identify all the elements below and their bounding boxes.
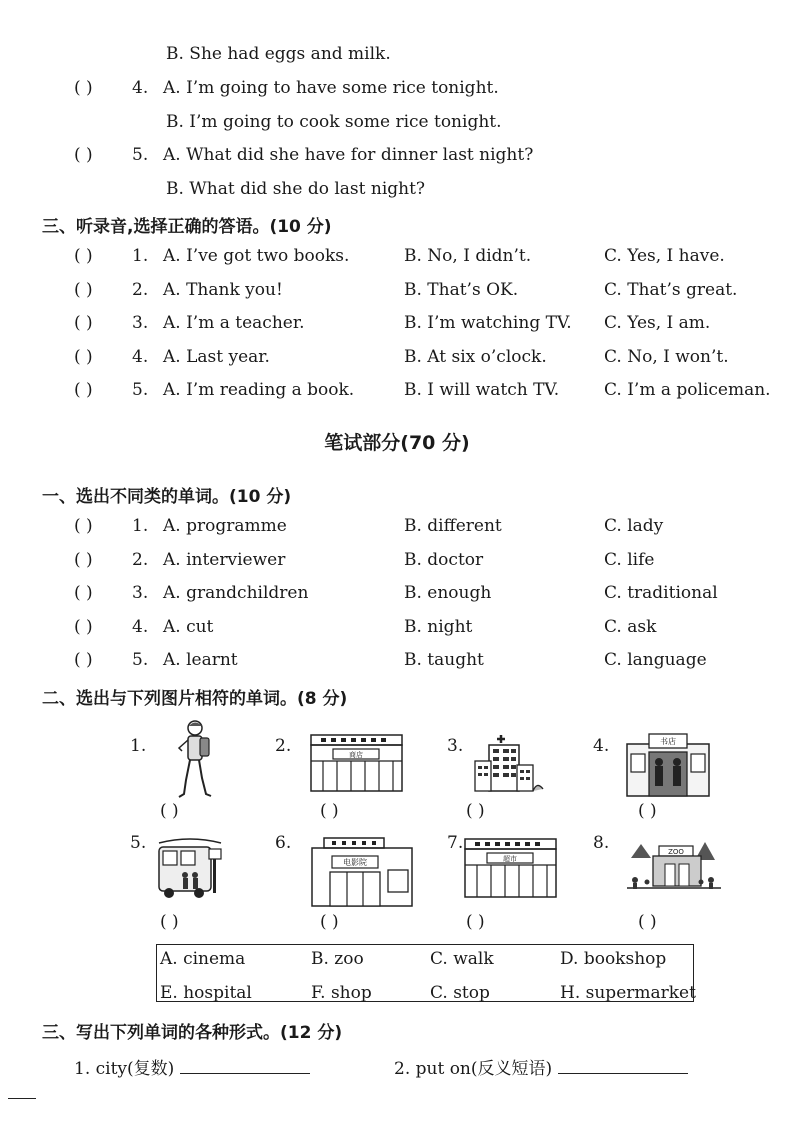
question-number: 1.: [132, 246, 149, 266]
option-b: B. At six o’clock.: [404, 346, 547, 367]
option-b: B. taught: [404, 650, 484, 671]
option-a: A. I’m a teacher.: [163, 313, 305, 334]
option-a: A. I’m reading a book.: [163, 380, 355, 401]
question-number: 4.: [132, 78, 149, 98]
word-option: C. walk: [430, 949, 494, 969]
word-option: D. bookshop: [560, 949, 667, 969]
question-number: 5.: [132, 650, 149, 671]
word-option: E. hospital: [160, 983, 252, 1003]
question-number: 5.: [132, 380, 149, 401]
answer-paren[interactable]: ( ): [74, 516, 93, 536]
option-c: C. Yes, I have.: [604, 246, 725, 266]
option-b: B. I will watch TV.: [404, 380, 560, 401]
word-form-question: [394, 1054, 688, 1079]
option-a: A. Last year.: [163, 346, 270, 367]
answer-blank[interactable]: [558, 1057, 688, 1074]
option-b: B. night: [404, 616, 473, 637]
picture-number: 3.: [447, 736, 464, 756]
zoo-gate-icon: [625, 838, 723, 896]
answer-paren[interactable]: ( ): [320, 801, 339, 821]
question-number: 2.: [132, 279, 149, 300]
shop-building-icon: [309, 733, 404, 793]
option-b: B. No, I didn’t.: [404, 246, 532, 266]
option-b: B. doctor: [404, 549, 484, 570]
option-a: A. grandchildren: [163, 583, 309, 604]
question-text: 2. put on(反义短语): [394, 1059, 553, 1079]
answer-paren[interactable]: ( ): [638, 912, 657, 932]
word-option: C. stop: [430, 983, 490, 1003]
option-c: C. lady: [604, 516, 664, 536]
picture-number: 2.: [275, 736, 292, 756]
question-number: 1.: [132, 516, 149, 536]
option-b: B. That’s OK.: [404, 279, 519, 300]
svg-text:ZOO: ZOO: [668, 848, 684, 856]
svg-text:电影院: 电影院: [343, 858, 367, 867]
word-option: H. supermarket: [560, 983, 696, 1003]
option-c: C. life: [604, 549, 655, 570]
q5-option-a: A. What did she have for dinner last night?: [163, 145, 534, 165]
word-option: F. shop: [311, 983, 372, 1003]
q5-option-b: B. What did she do last night?: [166, 179, 426, 199]
option-a: A. interviewer: [163, 549, 286, 570]
section-heading: 三、听录音,选择正确的答语。(10 分): [42, 217, 332, 237]
question-number: 2.: [132, 549, 149, 570]
answer-paren[interactable]: ( ): [74, 549, 93, 570]
word-form-question: [74, 1054, 310, 1079]
option-a: A. Thank you!: [163, 279, 283, 300]
option-a: A. I’ve got two books.: [163, 246, 350, 266]
option-b: B. different: [404, 516, 502, 536]
answer-blank[interactable]: [180, 1057, 310, 1074]
option-c: C. I’m a policeman.: [604, 380, 771, 401]
option-c: C. No, I won’t.: [604, 346, 729, 367]
option-a: A. cut: [163, 616, 214, 637]
walking-boy-icon: [175, 718, 215, 800]
picture-number: 7.: [447, 833, 464, 853]
question-number: 3.: [132, 583, 149, 604]
word-option: B. zoo: [311, 949, 364, 969]
supermarket-building-icon: [463, 837, 558, 899]
answer-paren[interactable]: ( ): [160, 801, 179, 821]
option-c: C. ask: [604, 616, 657, 637]
option-b: B. I’m watching TV.: [404, 313, 572, 334]
option-c: C. language: [604, 650, 707, 671]
picture-number: 5.: [130, 833, 147, 853]
q3-option-b: B. She had eggs and milk.: [166, 44, 391, 64]
q4-option-b: B. I’m going to cook some rice tonight.: [166, 112, 502, 132]
answer-paren[interactable]: ( ): [74, 616, 93, 637]
picture-number: 4.: [593, 736, 610, 756]
answer-paren[interactable]: ( ): [74, 78, 93, 98]
svg-text:超市: 超市: [503, 855, 517, 863]
hospital-building-icon: [473, 733, 545, 793]
answer-paren[interactable]: ( ): [638, 801, 657, 821]
section-heading: 三、写出下列单词的各种形式。(12 分): [42, 1023, 343, 1043]
picture-number: 6.: [275, 833, 292, 853]
margin-mark: [8, 1098, 36, 1099]
option-a: A. programme: [163, 516, 287, 536]
q4-option-a: A. I’m going to have some rice tonight.: [163, 78, 499, 98]
answer-paren[interactable]: ( ): [74, 380, 93, 401]
answer-paren[interactable]: ( ): [74, 583, 93, 604]
answer-paren[interactable]: ( ): [74, 279, 93, 300]
answer-paren[interactable]: ( ): [466, 801, 485, 821]
option-b: B. enough: [404, 583, 492, 604]
section-heading: 二、选出与下列图片相符的单词。(8 分): [42, 689, 348, 709]
svg-text:书店: 书店: [660, 737, 676, 746]
option-a: A. learnt: [163, 650, 238, 671]
question-text: 1. city(复数): [74, 1059, 175, 1079]
picture-number: 1.: [130, 736, 147, 756]
question-number: 4.: [132, 346, 149, 367]
answer-paren[interactable]: ( ): [466, 912, 485, 932]
option-c: C. Yes, I am.: [604, 313, 711, 334]
question-number: 5.: [132, 145, 149, 165]
answer-paren[interactable]: ( ): [320, 912, 339, 932]
question-number: 4.: [132, 616, 149, 637]
section-heading: 一、选出不同类的单词。(10 分): [42, 487, 292, 507]
bus-stop-icon: [155, 833, 225, 901]
answer-paren[interactable]: ( ): [74, 145, 93, 165]
word-option: A. cinema: [160, 949, 246, 969]
page-title: 笔试部分(70 分): [324, 432, 470, 454]
answer-paren[interactable]: ( ): [74, 346, 93, 367]
picture-number: 8.: [593, 833, 610, 853]
svg-text:商店: 商店: [349, 751, 363, 759]
answer-paren[interactable]: ( ): [160, 912, 179, 932]
answer-paren[interactable]: ( ): [74, 650, 93, 671]
answer-paren[interactable]: ( ): [74, 313, 93, 334]
question-number: 3.: [132, 313, 149, 334]
option-c: C. traditional: [604, 583, 718, 604]
answer-paren[interactable]: ( ): [74, 246, 93, 266]
option-c: C. That’s great.: [604, 279, 738, 300]
bookshop-icon: [625, 730, 711, 798]
cinema-building-icon: [310, 836, 414, 908]
